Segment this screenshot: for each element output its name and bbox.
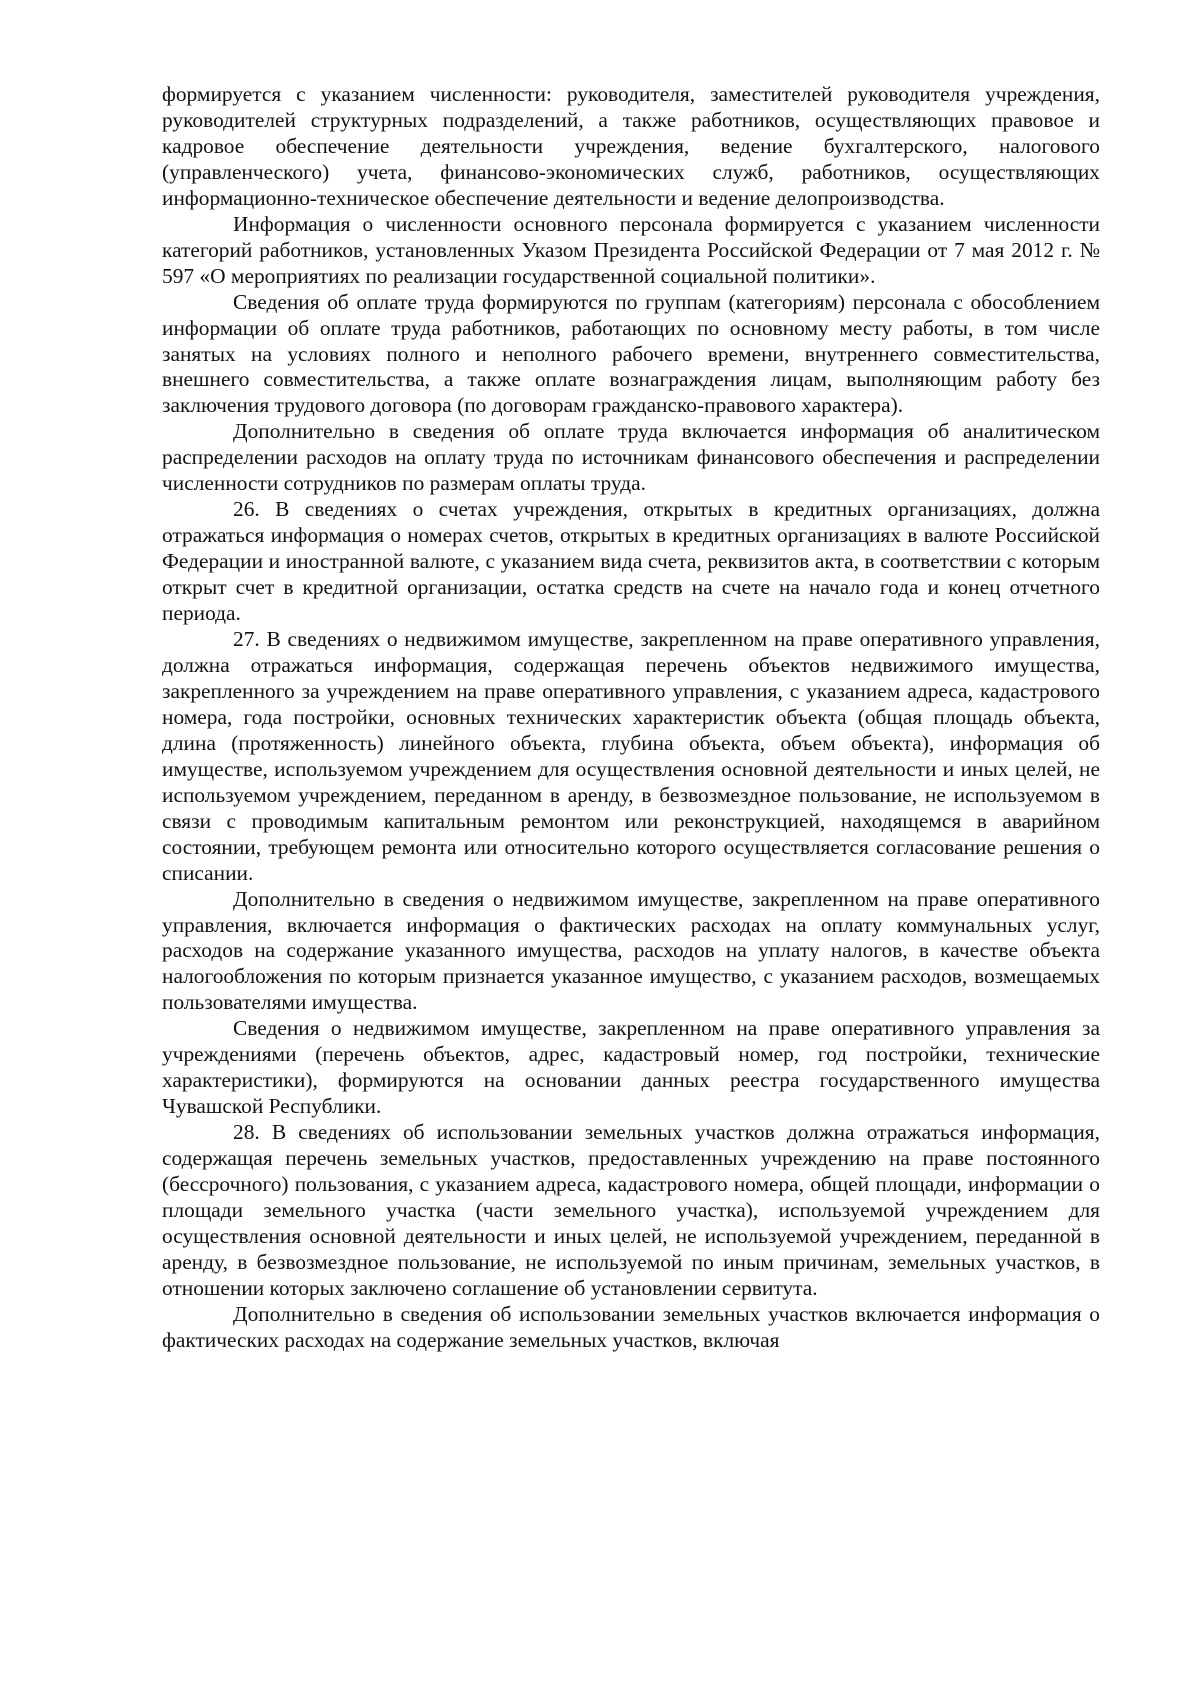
paragraph-item-28-land: 28. В сведениях об использовании земельных участков должна отражаться информация, содержащая перечень земельных участков, предоставленных учреждению на праве постоянного (бессрочного) пользования, с указанием адреса, кадастрового номера, общей площади, информации о площади земельного участка (части земельного участка), используемой учреждением для осуществления основной деятельности и иных целей, не используемой учреждением, переданной в аренду, в безвозмездное пользование, не используемой по иным причинам, земельных участков, в отношении которых заключено соглашение об установлении сервитута. <box>162 1120 1100 1300</box>
paragraph-salary-info: Сведения об оплате труда формируются по группам (категориям) персонала с обособлением информации об оплате труда работников, работающих по основному месту работы, в том числе занятых на условиях полного и неполного рабочего времени, внутреннего совместительства, внешнего совместительства, а также оплате вознаграждения лицам, выполняющим работу без заключения трудового договора (по договорам гражданско-правового характера). <box>162 289 1100 418</box>
paragraph-item-27-real-estate: 27. В сведениях о недвижимом имуществе, закрепленном на праве оперативного управления, должна отражаться информация, содержащая перечень объектов недвижимого имущества, закрепленного за учреждением на праве оперативного управления, с указанием адреса, кадастрового номера, года постройки, основных технических характеристик объекта (общая площадь объекта, длина (протяженность) линейного объекта, глубина объекта, объем объекта), информация об имуществе, используемом учреждением для осуществления основной деятельности и иных целей, не используемом учреждением, переданном в аренду, в безвозмездное пользование, не используемом в связи с проводимым капитальным ремонтом или реконструкцией, находящемся в аварийном состоянии, требующем ремонта или относительно которого осуществляется согласование решения о списании. <box>162 627 1100 885</box>
paragraph-real-estate-registry: Сведения о недвижимом имуществе, закрепленном на праве оперативного управления за учреждениями (перечень объектов, адрес, кадастровый номер, год постройки, технические характеристики), формируются на основании данных реестра государственного имущества Чувашской Республики. <box>162 1016 1100 1119</box>
document-page <box>162 82 1100 1354</box>
paragraph-salary-additional: Дополнительно в сведения об оплате труда включается информация об аналитическом распределении расходов на оплату труда по источникам финансового обеспечения и распределении численности сотрудников по размерам оплаты труда. <box>162 419 1100 496</box>
paragraph-main-staff-info: Информация о численности основного персонала формируется с указанием численности категорий работников, установленных Указом Президента Российской Федерации от 7 мая 2012 г. № 597 «О мероприятиях по реализации государственной социальной политики». <box>162 211 1100 288</box>
paragraph-continuation-staff-count: формируется с указанием численности: руководителя, заместителей руководителя учреждения, руководителей структурных подразделений, а также работников, осуществляющих правовое и кадровое обеспечение деятельности учреждения, ведение бухгалтерского, налогового (управленческого) учета, финансово-экономических служб, работников, осуществляющих информационно-техническое обеспечение деятельности и ведение делопроизводства. <box>162 82 1100 210</box>
paragraph-real-estate-additional: Дополнительно в сведения о недвижимом имуществе, закрепленном на праве оперативного управления, включается информация о фактических расходах на оплату коммунальных услуг, расходов на содержание указанного имущества, расходов на уплату налогов, в качестве объекта налогообложения по которым признается указанное имущество, с указанием расходов, возмещаемых пользователями имущества. <box>162 886 1100 1015</box>
paragraph-land-additional: Дополнительно в сведения об использовании земельных участков включается информация о фактических расходах на содержание земельных участков, включая <box>162 1301 1100 1352</box>
paragraph-item-26-accounts: 26. В сведениях о счетах учреждения, открытых в кредитных организациях, должна отражаться информация о номерах счетов, открытых в кредитных организациях в валюте Российской Федерации и иностранной валюте, с указанием вида счета, реквизитов акта, в соответствии с которым открыт счет в кредитной организации, остатка средств на счете на начало года и конец отчетного периода. <box>162 497 1100 626</box>
